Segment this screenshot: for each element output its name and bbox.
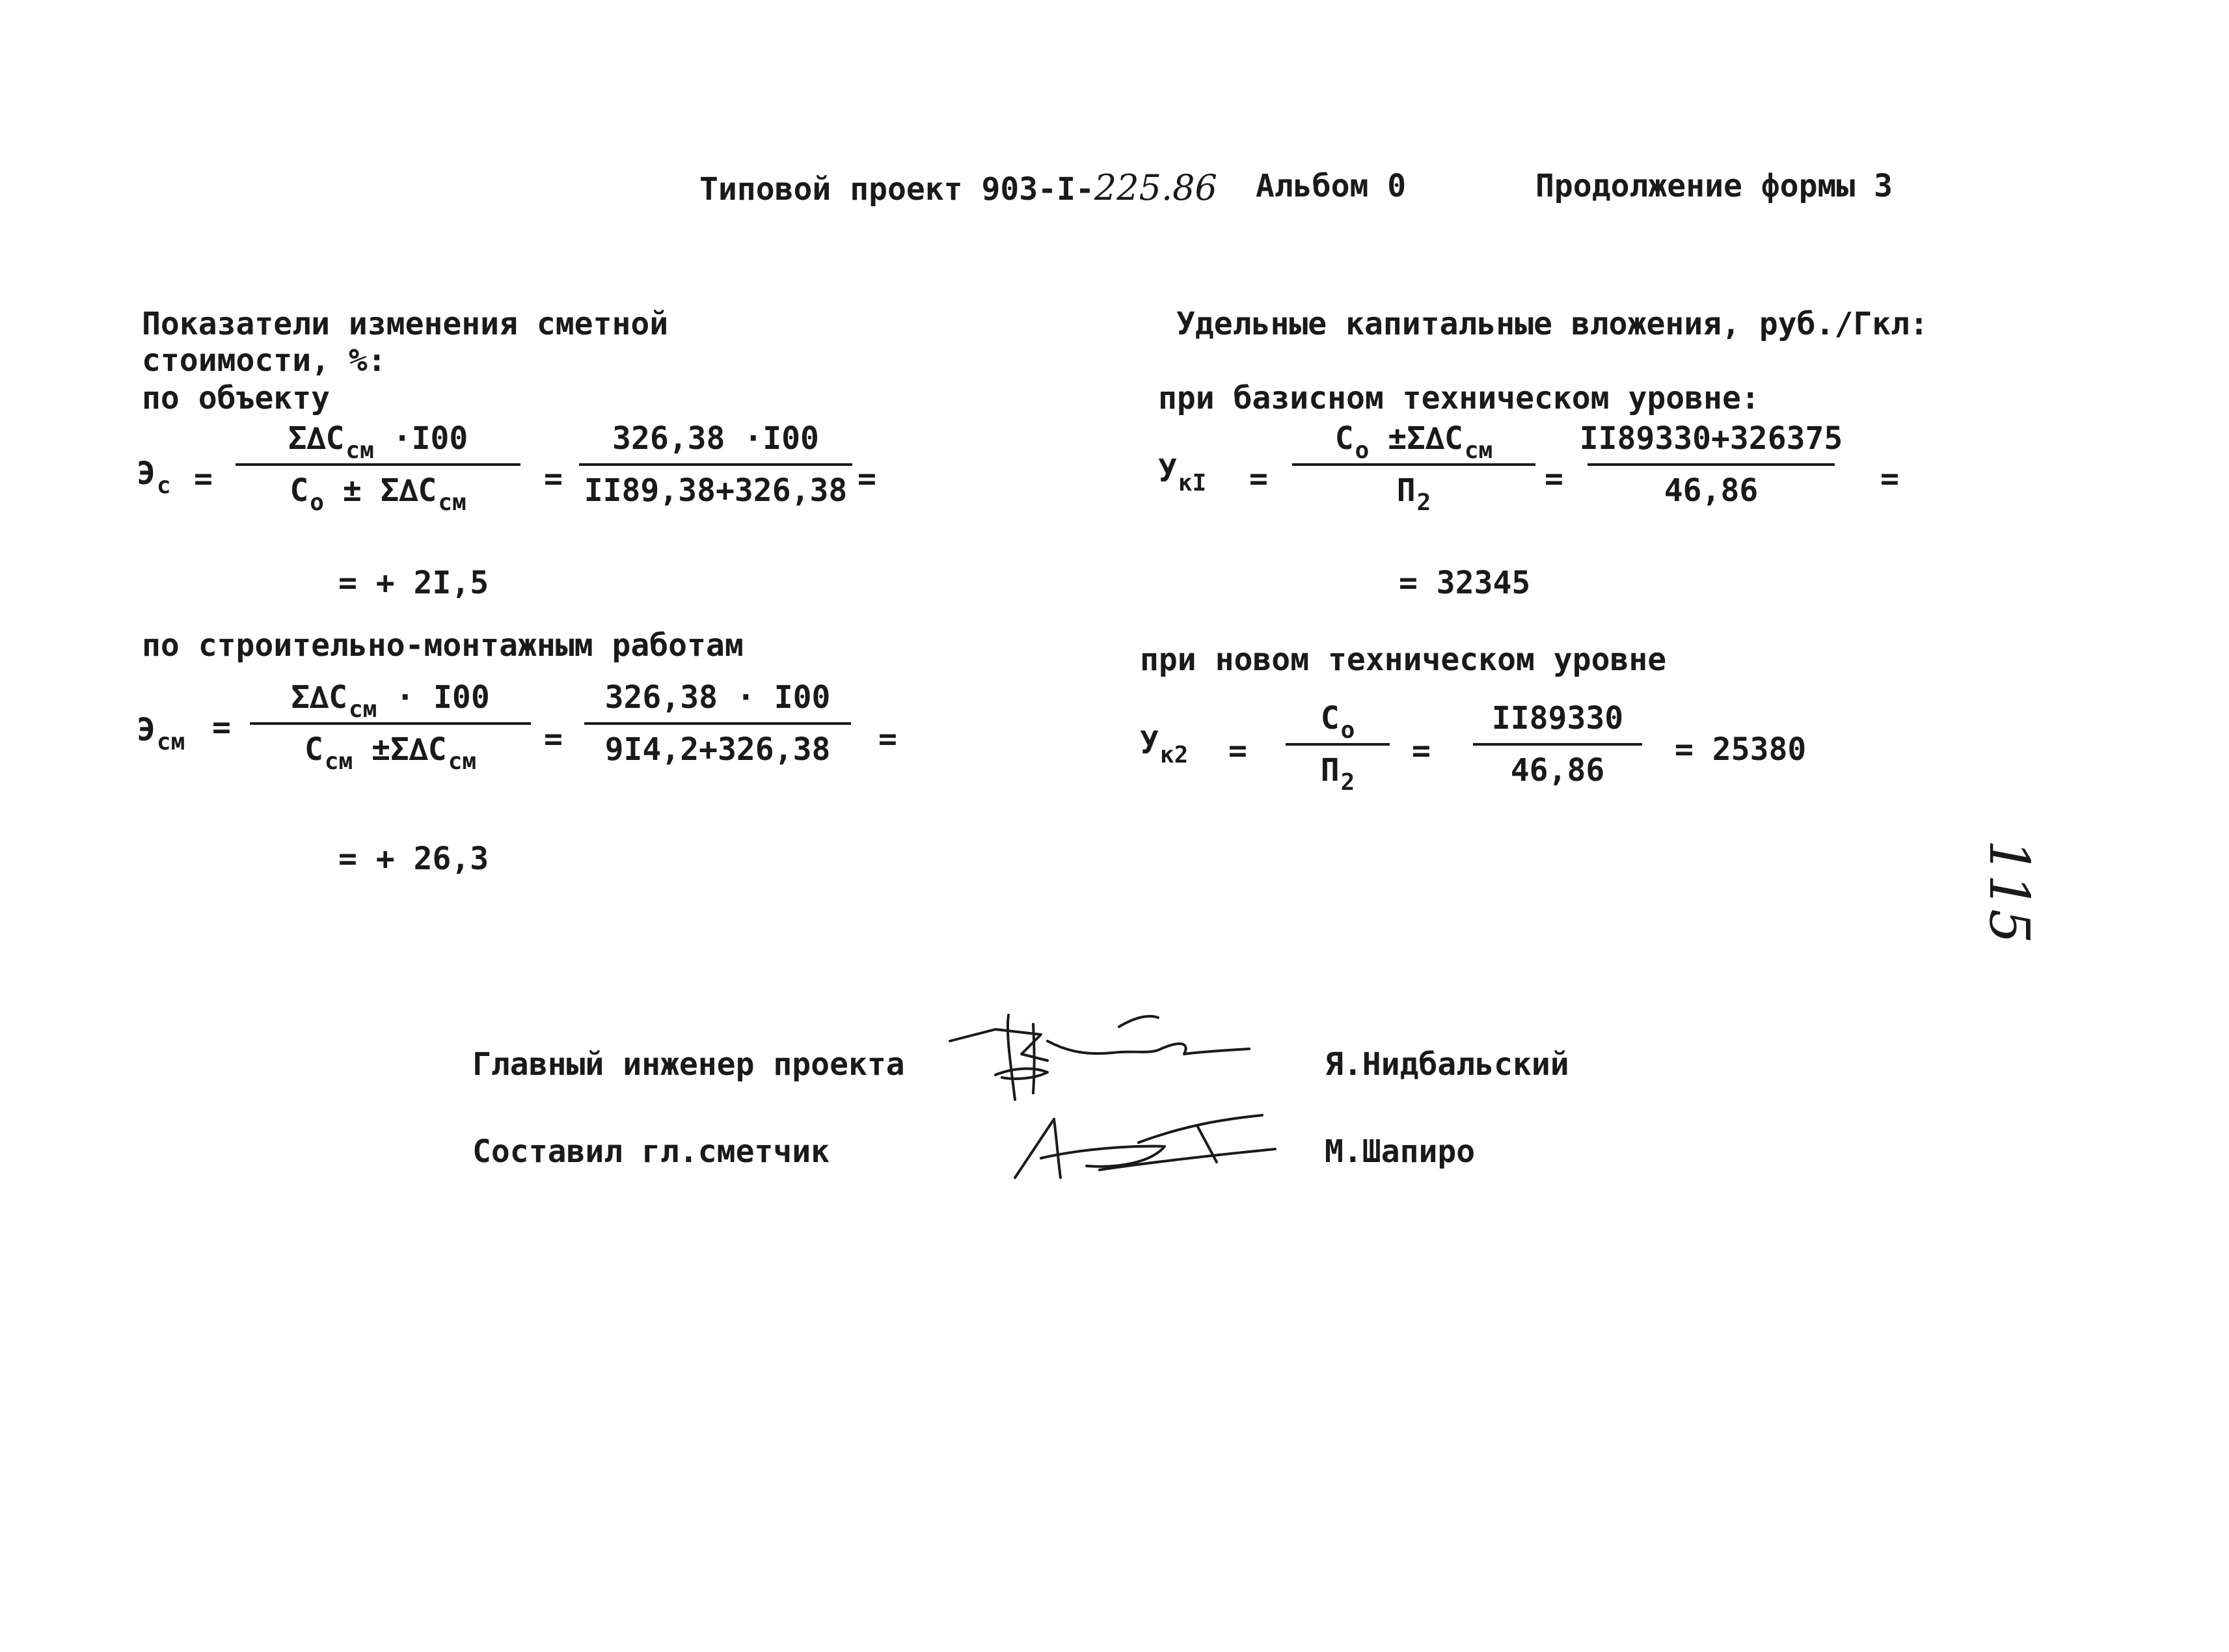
object-label: по объекту [142, 380, 330, 416]
ecm-result: = + 26,3 [338, 841, 489, 877]
fraction-bar [584, 722, 851, 725]
continuation-label: Продолжение формы 3 [1535, 168, 1893, 204]
uk1-equals-3: = [1880, 461, 1899, 497]
uk1-numerator: $C_о \pm\Sigma\Delta C_{см}$ [1334, 420, 1493, 464]
uk1-denominator: $П_2$ [1396, 472, 1431, 516]
new-level-label: при новом техническом уровне [1140, 642, 1667, 678]
ec-numerator: $\Sigma\Delta C_{см} \cdot I00$ [288, 420, 468, 464]
uk1-denominator-numeric: 46,86 [1664, 472, 1759, 509]
estimator-name: М.Шапиро [1325, 1133, 1476, 1170]
uk2-numerator: $C_о$ [1320, 700, 1355, 744]
ec-symbol: $Э_с$ [137, 455, 171, 499]
uk2-equals: = [1228, 733, 1247, 769]
left-heading-line2: стоимости, %: [142, 342, 386, 379]
ecm-numerator: $\Sigma\Delta C_{см} \cdot I00$ [291, 679, 490, 723]
fraction-bar [1286, 743, 1390, 746]
ecm-fraction-symbolic [250, 679, 531, 775]
ec-fraction-symbolic [236, 420, 520, 516]
ec-fraction-numeric [579, 420, 852, 509]
uk2-symbol: $У_{к2}$ [1140, 725, 1189, 768]
header [699, 167, 1217, 208]
uk1-fraction-numeric [1579, 420, 1843, 509]
ec-denominator: $C_о \pm \Sigma\Delta C_{см}$ [290, 472, 466, 516]
uk2-numerator-numeric: II89330 [1491, 700, 1624, 737]
uk1-numerator-numeric: II89330+326375 [1579, 420, 1843, 457]
uk2-fraction-symbolic [1286, 700, 1390, 796]
uk1-equals-2: = [1545, 461, 1563, 497]
page-number-handwritten: 115 [1977, 839, 2041, 944]
fraction-bar [579, 463, 852, 466]
ec-numerator-numeric: 326,38 ·I00 [612, 420, 819, 457]
left-heading-line1: Показатели изменения сметной [142, 306, 669, 342]
works-label: по строительно-монтажным работам [142, 627, 744, 664]
ecm-denominator-numeric: 9I4,2+326,38 [604, 731, 831, 768]
right-heading: Удельные капитальные вложения, руб./Гкл: [1176, 306, 1928, 342]
estimator-title: Составил гл.сметчик [472, 1133, 830, 1170]
chief-engineer-signature-icon [943, 995, 1256, 1106]
project-number-handwritten: 225.86 [1094, 167, 1217, 208]
ecm-symbol: $Э_{см}$ [137, 712, 185, 755]
album-label: Альбом 0 [1256, 168, 1407, 204]
ecm-equals-2: = [544, 721, 563, 757]
uk2-equals-2: = [1412, 733, 1431, 769]
ecm-equals-3: = [878, 721, 897, 757]
estimator-signature-icon [1002, 1100, 1288, 1184]
uk1-symbol: $У_{кI}$ [1158, 453, 1207, 496]
uk1-result: = 32345 [1399, 565, 1531, 601]
fraction-bar [1292, 463, 1535, 466]
uk1-fraction-symbolic [1292, 420, 1535, 516]
ec-denominator-numeric: II89,38+326,38 [584, 472, 848, 509]
uk2-result: = 25380 [1675, 731, 1807, 768]
ecm-equals: = [212, 709, 231, 746]
ecm-fraction-numeric [584, 679, 851, 768]
project-label: Типовой проект 903-I- [699, 171, 1094, 208]
chief-engineer-name: Я.Нидбальский [1325, 1046, 1569, 1083]
uk1-equals: = [1249, 461, 1268, 497]
uk2-denominator-numeric: 46,86 [1510, 752, 1605, 789]
fraction-bar [250, 722, 531, 725]
ecm-denominator: $C_{см} \pm\Sigma\Delta C_{см}$ [304, 731, 477, 775]
ec-equals-2: = [544, 461, 563, 497]
fraction-bar [1587, 463, 1835, 466]
ec-result: = + 2I,5 [338, 565, 489, 601]
ecm-numerator-numeric: 326,38 · I00 [604, 679, 831, 716]
chief-engineer-title: Главный инженер проекта [472, 1046, 905, 1083]
basic-level-label: при базисном техническом уровне: [1158, 380, 1760, 416]
ec-equals-3: = [858, 461, 876, 497]
fraction-bar [236, 463, 520, 466]
ec-equals: = [194, 461, 213, 497]
uk2-denominator: $П_2$ [1320, 752, 1355, 796]
fraction-bar [1473, 743, 1642, 746]
uk2-fraction-numeric [1473, 700, 1642, 789]
